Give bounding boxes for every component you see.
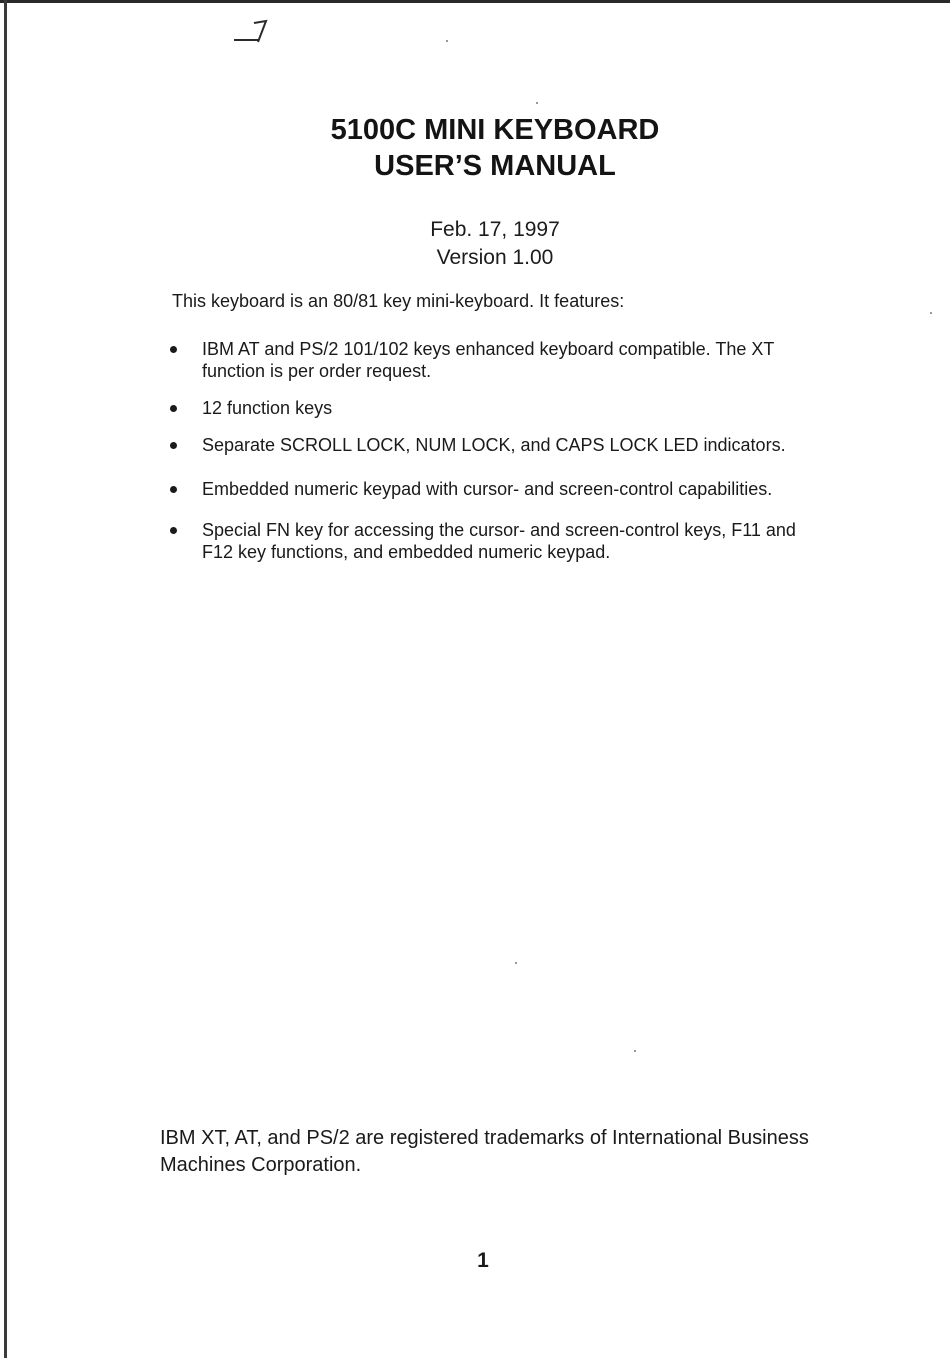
list-item — [165, 338, 820, 382]
scan-speck — [930, 312, 932, 314]
bullet-icon — [170, 346, 177, 353]
title-line: 5100C MINI KEYBOARD — [330, 114, 660, 146]
intro-paragraph: This keyboard is an 80/81 key mini-keyboard. It features: — [172, 291, 625, 311]
feature-text: Embedded numeric keypad with cursor- and screen-control capabilities. — [202, 479, 773, 499]
bullet-icon — [170, 442, 177, 449]
title-line: USER’S MANUAL — [374, 150, 616, 182]
feature-text: 12 function keys — [202, 398, 333, 418]
scan-left-edge — [4, 0, 7, 1358]
scan-speck — [536, 102, 538, 104]
feature-text: Separate SCROLL LOCK, NUM LOCK, and CAPS LOCK LED indicators. — [202, 435, 786, 455]
feature-text: Special FN key for accessing the cursor- and screen-control keys, F11 and F12 key functions, and embedded numeric keypad. — [202, 520, 796, 562]
list-item — [165, 397, 820, 419]
document-date: Feb. 17, 1997 — [430, 218, 560, 241]
page-number: 1 — [477, 1249, 489, 1272]
scan-speck — [634, 1050, 636, 1052]
list-item — [165, 519, 820, 563]
bullet-icon — [170, 527, 177, 534]
list-item — [165, 434, 820, 456]
feature-text: IBM AT and PS/2 101/102 keys enhanced keyboard compatible. The XT function is per order request. — [202, 339, 775, 381]
document-meta — [0, 216, 950, 272]
scan-speck — [446, 40, 448, 42]
bullet-icon — [170, 405, 177, 412]
trademark-notice: IBM XT, AT, and PS/2 are registered trademarks of International Business Machines Corporation. — [160, 1127, 809, 1176]
feature-list — [165, 338, 820, 578]
scan-speck — [515, 962, 517, 964]
corner-scan-mark-icon — [230, 18, 270, 48]
bullet-icon — [170, 486, 177, 493]
list-item — [165, 478, 820, 500]
document-version: Version 1.00 — [436, 246, 554, 269]
document-title — [0, 112, 950, 184]
scan-top-edge — [0, 0, 950, 3]
